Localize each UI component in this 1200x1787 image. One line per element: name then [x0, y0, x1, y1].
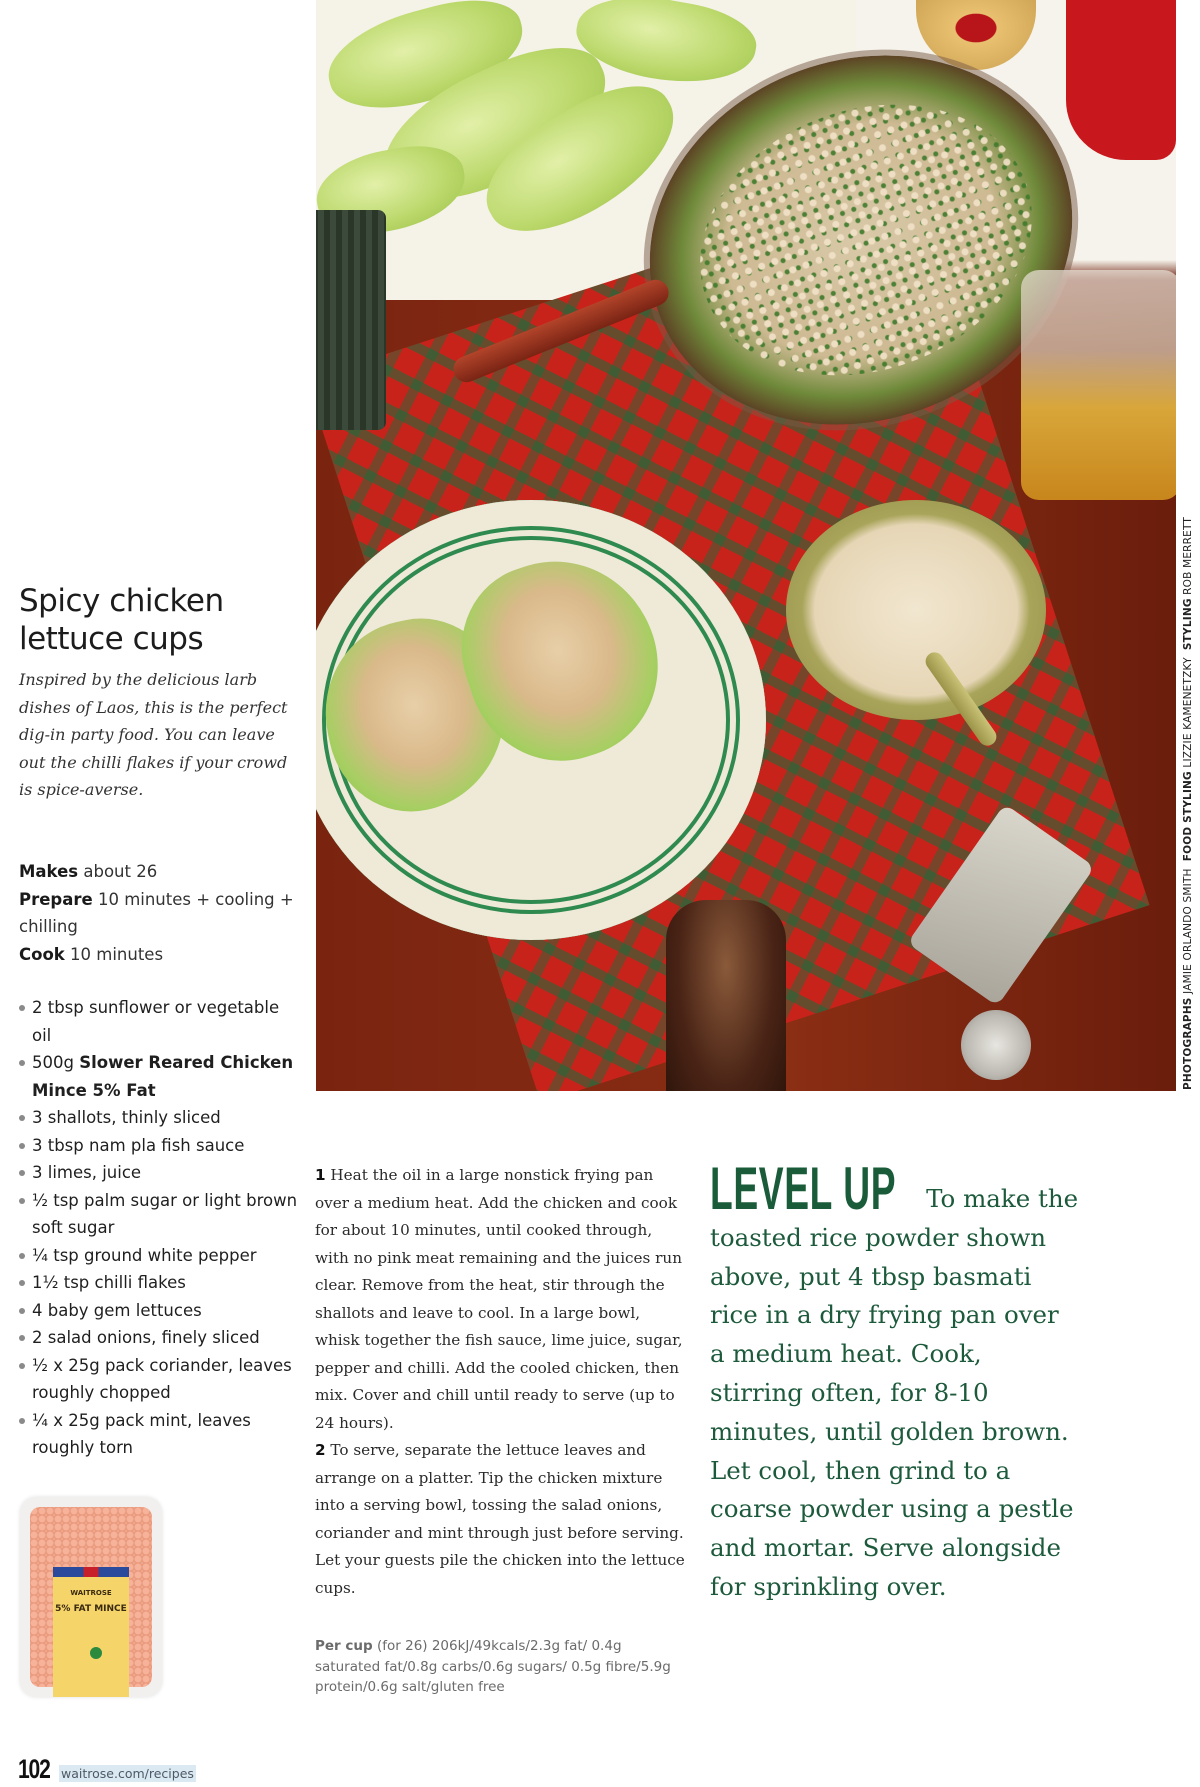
ingredient-item: 2 salad onions, finely sliced	[19, 1324, 299, 1352]
beer-glass	[1021, 270, 1176, 500]
ingredient-item: ½ x 25g pack coriander, leaves roughly chopped	[19, 1352, 299, 1407]
ingredient-item: 4 baby gem lettuces	[19, 1297, 299, 1325]
ingredient-item: 500g Slower Reared Chicken Mince 5% Fat	[19, 1049, 299, 1104]
ingredient-item: ½ tsp palm sugar or light brown soft sugar	[19, 1187, 299, 1242]
method	[315, 1162, 687, 1602]
beer-bottle	[666, 900, 786, 1091]
bottle-cap	[961, 1010, 1031, 1080]
method-step: 1 Heat the oil in a large nonstick frying pan over a medium heat. Add the chicken and cook for about 10 minutes, until cooked through, with no pink meat remaining and the juices run clear. Remove from the heat, stir through the shallots and leave to cool. In a large bowl, whisk together the fish sauce, lime juice, sugar, pepper and chilli. Add the cooled chicken, then mix. Cover and chill until ready to serve (up to 24 hours).	[315, 1166, 683, 1432]
recipe-intro: Inspired by the delicious larb dishes of Laos, this is the perfect dig-in party food. You can leave out the chilli flakes if your crowd is spice-averse.	[19, 670, 288, 799]
green-glass	[316, 210, 386, 430]
cook-row: Cook 10 minutes	[19, 944, 164, 964]
makes-row: Makes about 26	[19, 862, 158, 881]
nutrition-info: Per cup (for 26) 206kJ/49kcals/2.3g fat/ 0.4g saturated fat/0.8g carbs/0.6g sugars/ 0.5g fibre/5.9g protein/0.6g salt/gluten free	[315, 1638, 671, 1695]
ingredient-item: 2 tbsp sunflower or vegetable oil	[19, 994, 299, 1049]
ingredient-item: ¼ x 25g pack mint, leaves roughly torn	[19, 1407, 299, 1462]
level-up-heading: LEVEL UP	[710, 1155, 897, 1222]
recipe-meta	[19, 858, 299, 968]
level-up-text: To make the toasted rice powder shown above, put 4 tbsp basmati rice in a dry frying pan over a medium heat. Cook, stirring often, for 8-10 minutes, until golden brown. Let cool, then grind to a coarse powder using a pestle and mortar. Serve alongside for sprinkling over.	[710, 1184, 1079, 1601]
photo-credit: PHOTOGRAPHS JAMIE ORLANDO SMITH FOOD STYLING LIZZIE KAMENETZKY STYLING ROB MERRETT	[1182, 516, 1194, 1090]
page-number: 102	[18, 1754, 50, 1784]
prepare-row: Prepare 10 minutes + cooling + chilling	[19, 889, 294, 936]
red-decoration	[1066, 0, 1176, 160]
ingredient-item: ¼ tsp ground white pepper	[19, 1242, 299, 1270]
page-footer	[18, 1755, 196, 1783]
ingredient-item: 1½ tsp chilli flakes	[19, 1269, 299, 1297]
recipe-title: Spicy chicken lettuce cups	[19, 583, 224, 657]
level-up-tip	[710, 1155, 1080, 1607]
recipe-photo	[316, 0, 1176, 1091]
rice-powder-dish	[786, 500, 1046, 720]
website-link[interactable]: waitrose.com/recipes	[61, 1766, 194, 1781]
ingredients-list	[19, 994, 299, 1462]
product-packshot-chicken-mince: WAITROSE 5% FAT MINCE	[20, 1497, 162, 1697]
ingredient-item: 3 shallots, thinly sliced	[19, 1104, 299, 1132]
ingredient-item: 3 limes, juice	[19, 1159, 299, 1187]
ingredient-item: 3 tbsp nam pla fish sauce	[19, 1132, 299, 1160]
eco-badge-icon	[90, 1647, 102, 1659]
method-step: 2 To serve, separate the lettuce leaves and arrange on a platter. Tip the chicken mixture into a serving bowl, tossing the salad onions, coriander and mint through just before serving. Let your guests pile the chicken into the lettuce cups.	[315, 1441, 685, 1597]
